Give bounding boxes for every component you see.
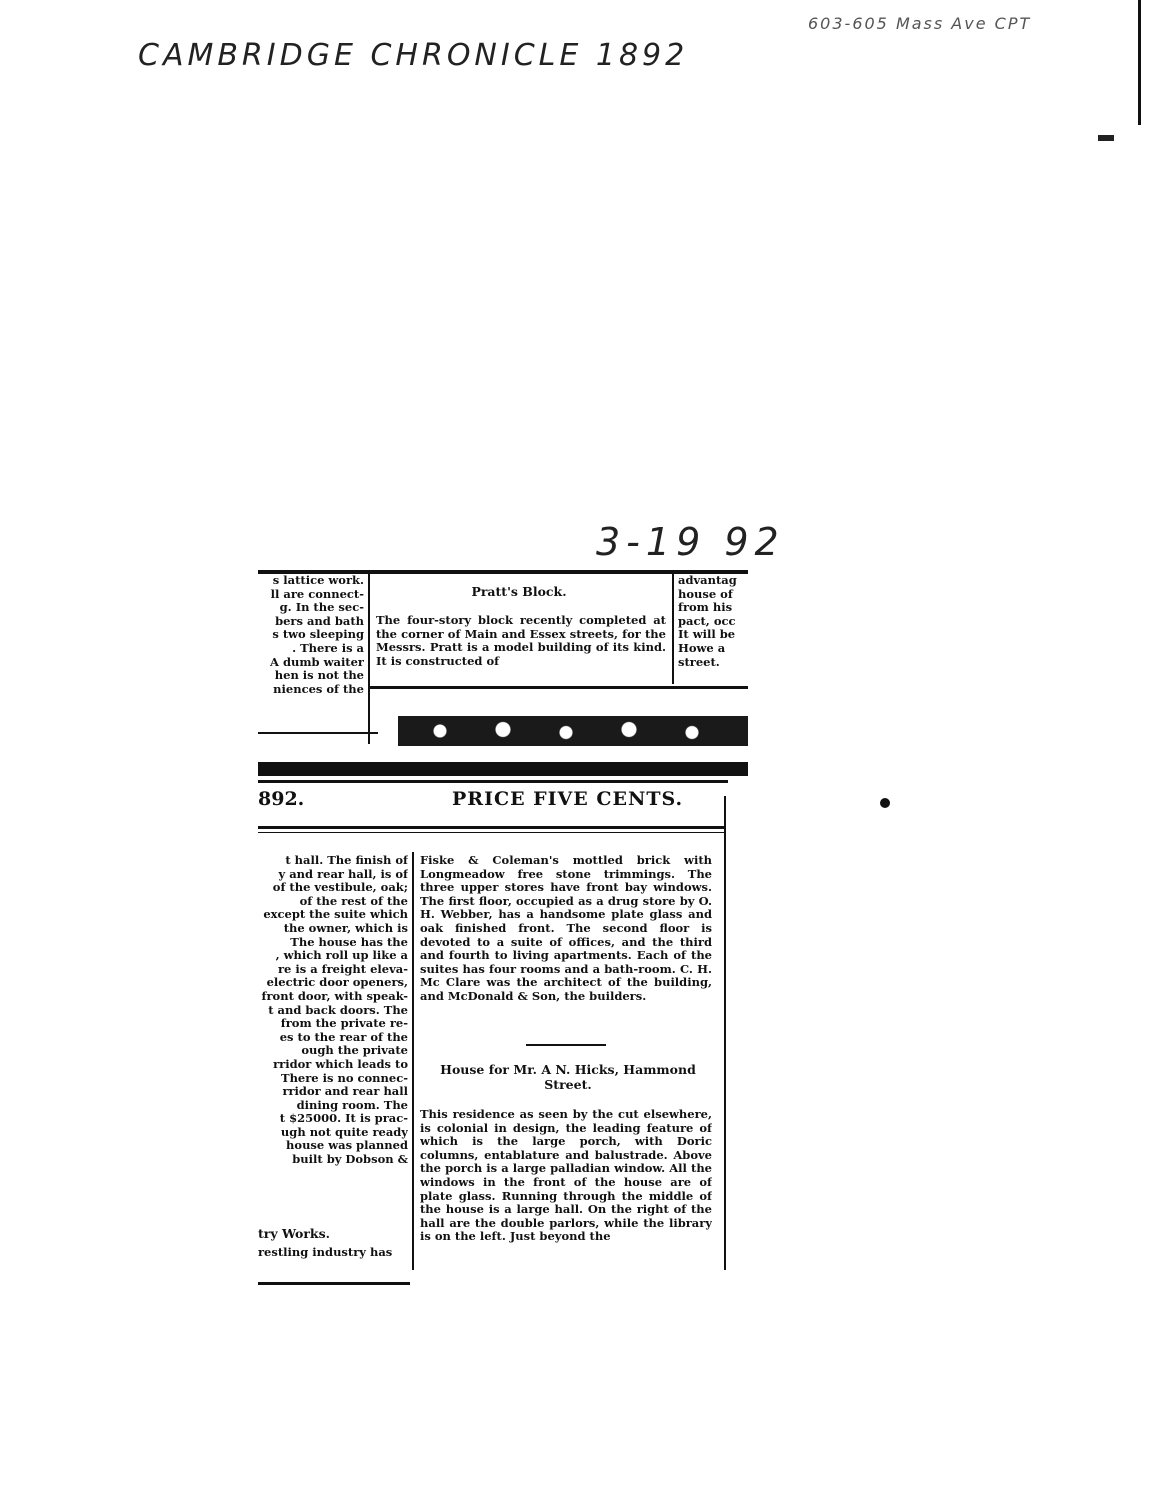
pratts-block-text: The four-story block recently completed at the corner of Main and Essex streets, for the Messrs. Pratt is a model building of its kind. It is constructed of: [376, 614, 666, 668]
left-fragment-text: s lattice work. ll are connect- g. In the sec- bers and bath s two sleeping . There is a A dumb waiter hen is not the niences of the: [270, 574, 364, 696]
decorative-ornament-band: [398, 716, 748, 746]
hicks-house-title: House for Mr. A N. Hicks, Hammond Street.: [440, 1062, 696, 1092]
left-column-text: t hall. The finish of y and rear hall, is of of the vestibule, oak; of the rest of the except the suite which the owner, which is The house has the , which roll up like a re is a freight eleva- electric door openers, front door, with speak- t and back doors. The from the private re- es to the rear of the ough the private rridor which leads to There is no connec- rridor and rear hall dining room. The t $25000. It is prac- ugh not quite ready house was planned built by Dobson &: [261, 854, 408, 1167]
hicks-house-text: This residence as seen by the cut elsewhere, is colonial in design, the leading feature of which is the large porch, with Doric columns, entablature and balustrade. Above the porch is a large palladian window. All the windows in the front of the house are of plate glass. Running through the middle of the house is a large hall. On the right of the hall are the double parlors, while the library is on the left. Just beyond the: [420, 1108, 712, 1244]
article-separator: [526, 1044, 606, 1046]
right-fragment-text: advantag house of from his pact, occ It will be Howe a street.: [678, 574, 737, 669]
handwritten-date: 3-19 92: [596, 520, 785, 564]
left-column-tail: restling industry has: [258, 1246, 393, 1259]
column-rule-top-right: [672, 574, 674, 684]
newspaper-clipping: [258, 570, 748, 1300]
masthead-bottom-rule: [258, 826, 724, 829]
masthead-price: PRICE FIVE CENTS.: [452, 788, 684, 810]
masthead-bottom-hairline: [258, 832, 724, 833]
page-edge-line: [1138, 0, 1141, 125]
handwritten-address-note: 603-605 Mass Ave CPT: [808, 14, 1032, 33]
section-rule: [370, 686, 748, 689]
pratts-block-continued-text: Fiske & Coleman's mottled brick with Longmeadow free stone trimmings. The three upper stores have front bay windows. The first floor, occupied as a drug store by O. H. Webber, has a handsome plate glass and oak finished front. The second floor is devoted to a suite of offices, and the third and fourth to living apartments. Each of the suites has four rooms and a bath-room. C. H. Mc Clare was the architect of the building, and McDonald & Son, the builders.: [420, 854, 712, 1003]
left-short-rule: [258, 732, 378, 734]
bottom-rule: [258, 1282, 410, 1285]
column-rule-middle: [412, 852, 414, 1270]
handwritten-source-title: CAMBRIDGE CHRONICLE 1892: [138, 38, 689, 73]
scan-mark: [1098, 135, 1114, 141]
masthead-thin-rule: [258, 780, 728, 783]
column-rule-top-left: [368, 574, 370, 744]
stray-dot: [880, 798, 890, 808]
left-column-subhead: try Works.: [258, 1226, 330, 1241]
pratts-block-title: Pratt's Block.: [471, 584, 567, 599]
masthead-heavy-rule: [258, 762, 748, 776]
masthead-year: 892.: [258, 788, 305, 810]
column-rule-right: [724, 796, 726, 1270]
